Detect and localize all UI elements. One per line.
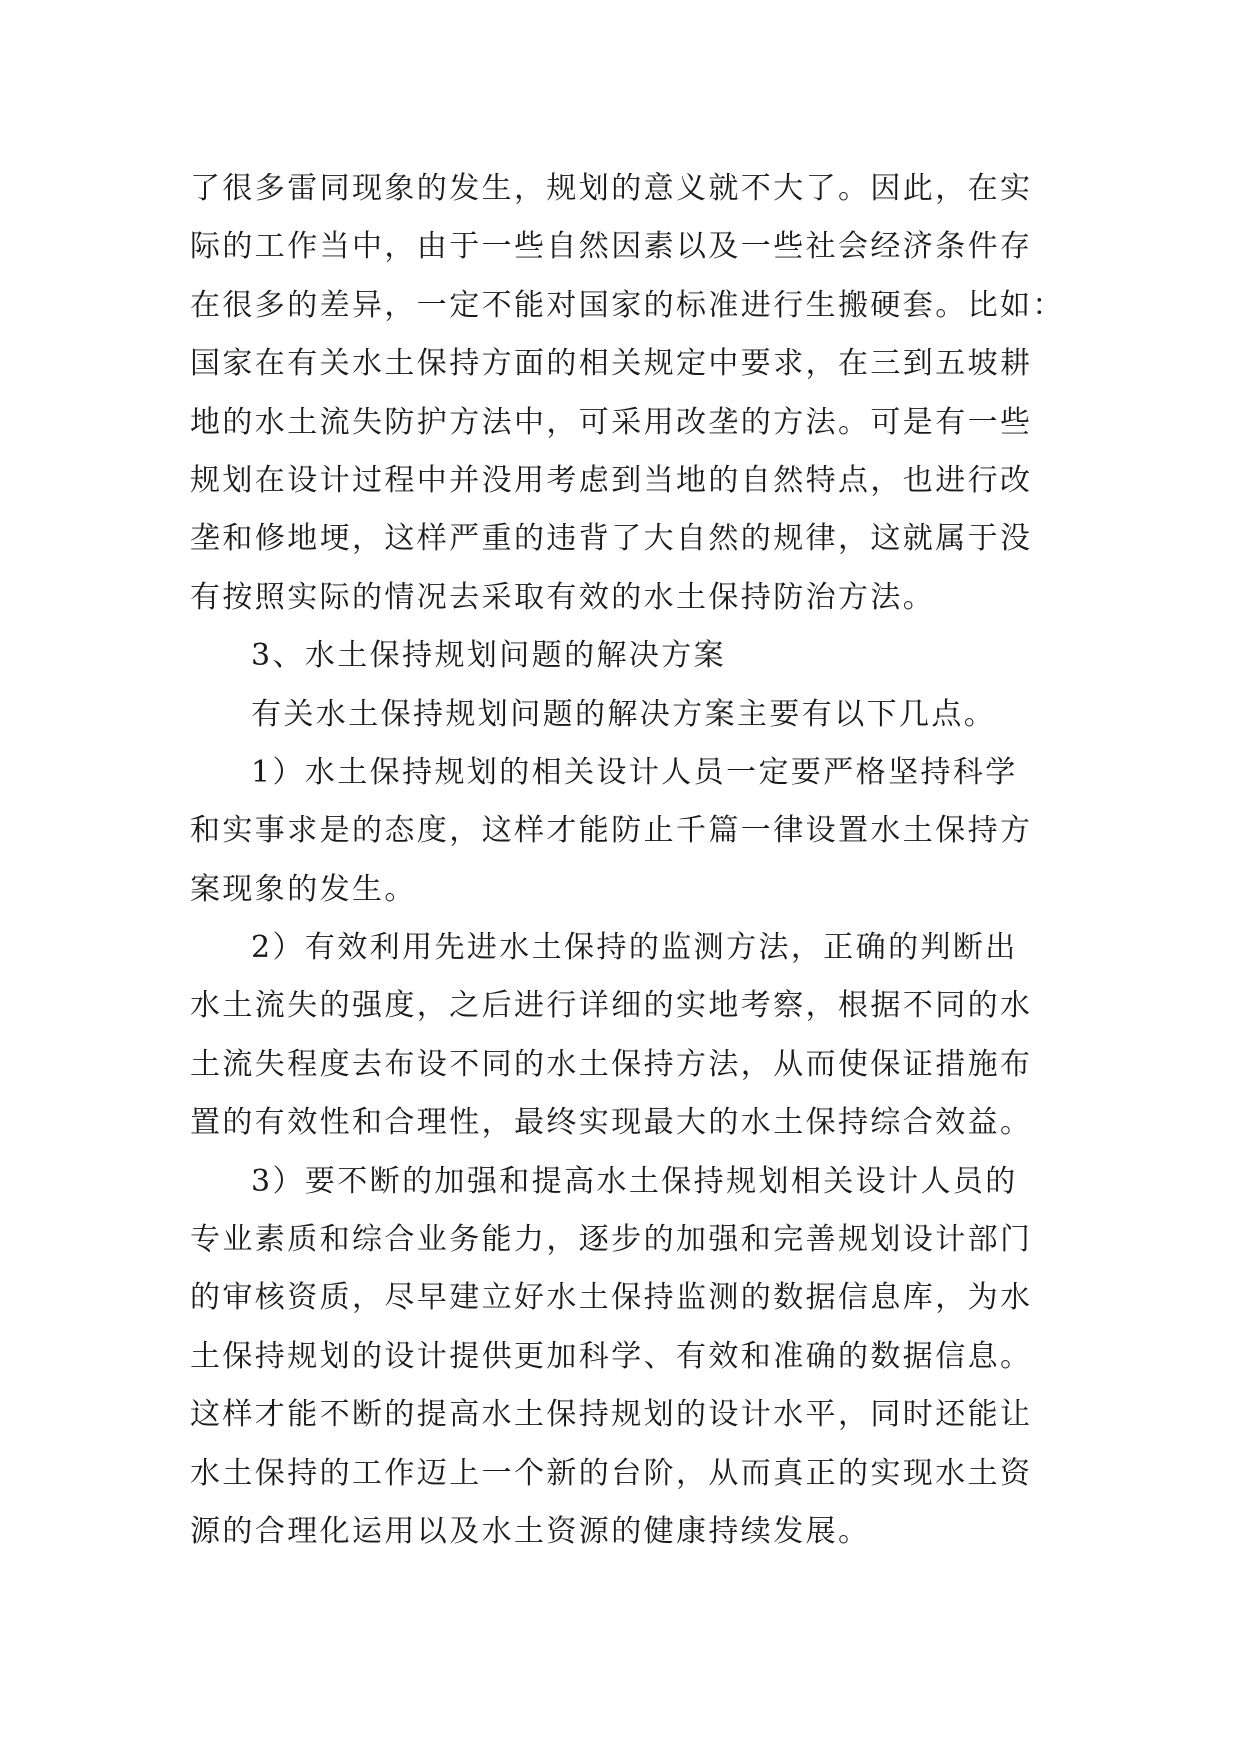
list-item-line: 土流失程度去布设不同的水土保持方法，从而使保证措施布: [190, 1046, 1033, 1082]
list-item-line: 专业素质和综合业务能力，逐步的加强和完善规划设计部门: [190, 1222, 1033, 1258]
paragraph-line: 国家在有关水土保持方面的相关规定中要求，在三到五坡耕: [190, 346, 1033, 382]
paragraph-line: 在很多的差异，一定不能对国家的标准进行生搬硬套。比如：: [190, 287, 1065, 323]
list-item-line: 源的合理化运用以及水土资源的健康持续发展。: [190, 1513, 871, 1549]
paragraph-line: 规划在设计过程中并没用考虑到当地的自然特点，也进行改: [190, 462, 1033, 498]
list-item-line: 土保持规划的设计提供更加科学、有效和准确的数据信息。: [190, 1338, 1033, 1374]
document-body: [190, 160, 1070, 1561]
section-heading: 3、水土保持规划问题的解决方案: [251, 638, 727, 674]
list-item-line: 置的有效性和合理性，最终实现最大的水土保持综合效益。: [190, 1105, 1033, 1141]
list-item-line: 和实事求是的态度，这样才能防止千篇一律设置水土保持方: [190, 813, 1033, 849]
list-item-line: 2）有效利用先进水土保持的监测方法，正确的判断出: [251, 930, 1018, 966]
paragraph-line: 际的工作当中，由于一些自然因素以及一些社会经济条件存: [190, 229, 1033, 265]
paragraph-line: 垄和修地埂，这样严重的违背了大自然的规律，这就属于没: [190, 521, 1033, 557]
list-item-line: 的审核资质，尽早建立好水土保持监测的数据信息库，为水: [190, 1280, 1033, 1316]
list-item-line: 水土流失的强度，之后进行详细的实地考察，根据不同的水: [190, 988, 1033, 1024]
list-item-line: 3）要不断的加强和提高水土保持规划相关设计人员的: [251, 1163, 1018, 1199]
paragraph-line: 地的水土流失防护方法中，可采用改垄的方法。可是有一些: [190, 404, 1033, 440]
list-item-line: 水土保持的工作迈上一个新的台阶，从而真正的实现水土资: [190, 1455, 1033, 1491]
paragraph-line: 了很多雷同现象的发生，规划的意义就不大了。因此，在实: [190, 171, 1033, 206]
list-item-line: 案现象的发生。: [190, 871, 417, 907]
list-item-line: 1）水土保持规划的相关设计人员一定要严格坚持科学: [251, 754, 1018, 790]
paragraph-line: 有关水土保持规划问题的解决方案主要有以下几点。: [251, 696, 997, 732]
paragraph-line: 有按照实际的情况去采取有效的水土保持防治方法。: [190, 579, 936, 615]
list-item-line: 这样才能不断的提高水土保持规划的设计水平，同时还能让: [190, 1397, 1033, 1433]
